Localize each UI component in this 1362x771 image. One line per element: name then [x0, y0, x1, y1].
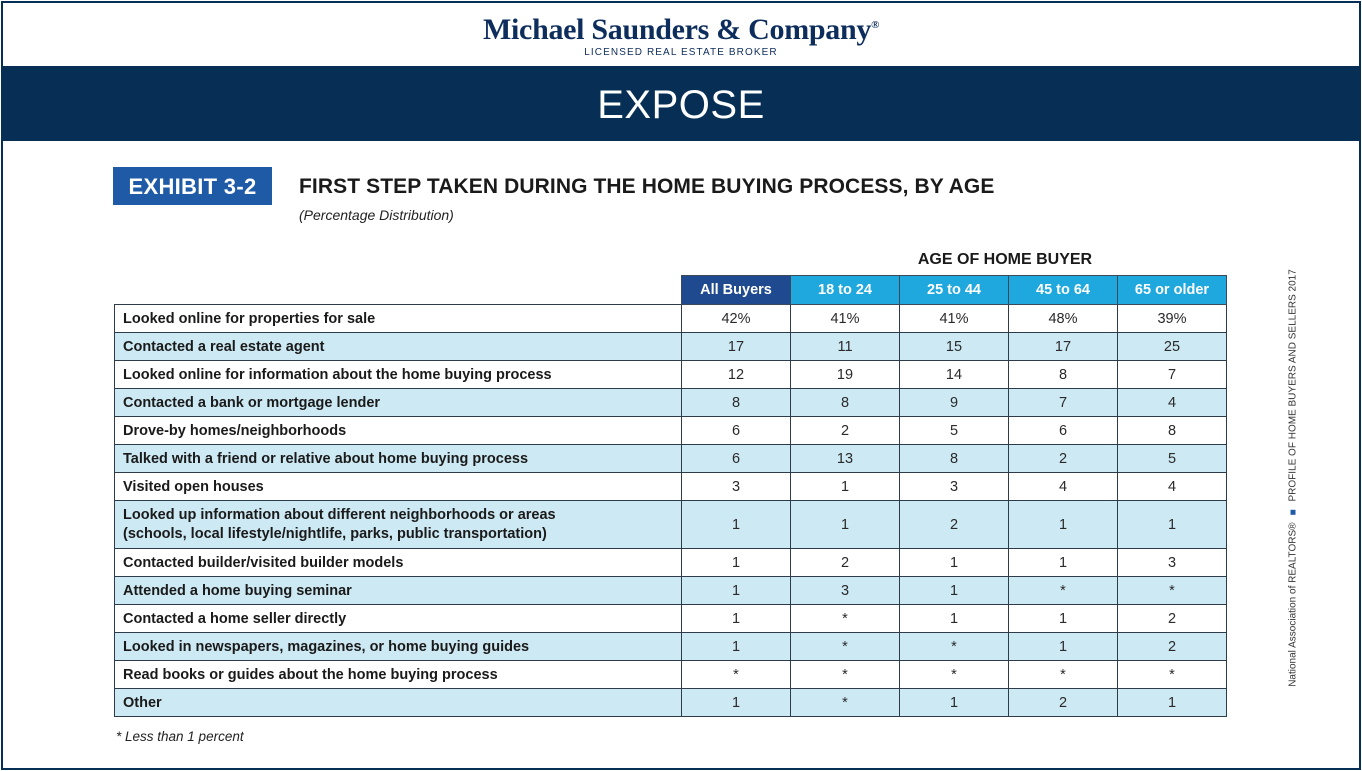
table-cell: 17 — [1009, 333, 1118, 361]
table-cell: * — [900, 661, 1009, 689]
table-cell: 41% — [791, 305, 900, 333]
table-cell: 1 — [1009, 633, 1118, 661]
table-row — [115, 661, 1227, 689]
row-label: Attended a home buying seminar — [115, 577, 682, 605]
table-cell: 15 — [900, 333, 1009, 361]
table-corner — [115, 276, 682, 305]
table-row — [115, 389, 1227, 417]
brand-logo: Michael Saunders & Company® — [483, 13, 879, 46]
table-row — [115, 473, 1227, 501]
table-row — [115, 633, 1227, 661]
data-table — [114, 275, 1227, 717]
table-cell: 42% — [682, 305, 791, 333]
side-note-publisher: National Association of REALTORS® — [1287, 522, 1299, 687]
brand-tagline: LICENSED REAL ESTATE BROKER — [584, 47, 778, 58]
table-cell: * — [1118, 661, 1227, 689]
table-cell: 2 — [1118, 605, 1227, 633]
exhibit-subtitle: (Percentage Distribution) — [299, 207, 454, 223]
table-row — [115, 549, 1227, 577]
table-cell: 8 — [1009, 361, 1118, 389]
column-header-18-to-24: 18 to 24 — [791, 276, 900, 305]
table-cell: 1 — [682, 549, 791, 577]
table-row — [115, 605, 1227, 633]
row-label: Visited open houses — [115, 473, 682, 501]
table-cell: 48% — [1009, 305, 1118, 333]
table-cell: 8 — [1118, 417, 1227, 445]
table-cell: 1 — [1118, 689, 1227, 717]
table-cell: * — [900, 633, 1009, 661]
table-cell: 25 — [1118, 333, 1227, 361]
table-cell: 6 — [1009, 417, 1118, 445]
table-cell: 5 — [1118, 445, 1227, 473]
table-cell: 3 — [791, 577, 900, 605]
table-cell: 1 — [682, 605, 791, 633]
table-cell: 7 — [1009, 389, 1118, 417]
row-label: Looked in newspapers, magazines, or home buying guides — [115, 633, 682, 661]
table-cell: 6 — [682, 445, 791, 473]
table-cell: 6 — [682, 417, 791, 445]
table-row — [115, 577, 1227, 605]
row-label-line: (schools, local lifestyle/nightlife, parks, public transportation) — [123, 525, 547, 542]
brand-header — [3, 3, 1359, 66]
table-cell: 8 — [900, 445, 1009, 473]
table-header-row — [115, 276, 1227, 305]
table-cell: 1 — [900, 577, 1009, 605]
table-row — [115, 501, 1227, 549]
column-header-25-to-44: 25 to 44 — [900, 276, 1009, 305]
table-cell: 41% — [900, 305, 1009, 333]
table-cell: * — [1118, 577, 1227, 605]
table-cell: * — [791, 689, 900, 717]
table-cell: 5 — [900, 417, 1009, 445]
table-cell: 4 — [1118, 389, 1227, 417]
row-label: Talked with a friend or relative about home buying process — [115, 445, 682, 473]
table-row — [115, 417, 1227, 445]
table-cell: * — [791, 633, 900, 661]
side-note-report: PROFILE OF HOME BUYERS AND SELLERS 2017 — [1287, 269, 1299, 502]
table-cell: 1 — [682, 633, 791, 661]
row-label-line: Looked up information about different neighborhoods or areas — [123, 506, 556, 523]
table-cell: 9 — [900, 389, 1009, 417]
table-row — [115, 333, 1227, 361]
table-cell: 1 — [1118, 501, 1227, 549]
table-cell: * — [791, 661, 900, 689]
table-cell: 39% — [1118, 305, 1227, 333]
table-cell: 3 — [682, 473, 791, 501]
table-cell: 8 — [682, 389, 791, 417]
exhibit-number-badge: EXHIBIT 3-2 — [113, 167, 272, 205]
row-label: Read books or guides about the home buying process — [115, 661, 682, 689]
table-cell: 2 — [1009, 689, 1118, 717]
table-cell: * — [791, 605, 900, 633]
table-row — [115, 445, 1227, 473]
table-cell: 1 — [682, 501, 791, 549]
row-label: Contacted a real estate agent — [115, 333, 682, 361]
row-label: Other — [115, 689, 682, 717]
table-footnote: * Less than 1 percent — [116, 729, 244, 744]
table-cell: 1 — [682, 577, 791, 605]
page-banner: EXPOSE — [3, 66, 1359, 141]
table-cell: 12 — [682, 361, 791, 389]
table-cell: 19 — [791, 361, 900, 389]
table-cell: 8 — [791, 389, 900, 417]
table-cell: 3 — [1118, 549, 1227, 577]
table-cell: 1 — [791, 501, 900, 549]
row-label: Looked online for properties for sale — [115, 305, 682, 333]
table-cell: 1 — [900, 689, 1009, 717]
row-label: Contacted builder/visited builder models — [115, 549, 682, 577]
table-row — [115, 305, 1227, 333]
table-cell: 1 — [682, 689, 791, 717]
side-source-note — [1288, 269, 1299, 687]
table-cell: * — [1009, 661, 1118, 689]
row-label: Drove-by homes/neighborhoods — [115, 417, 682, 445]
table-cell: 2 — [900, 501, 1009, 549]
table-cell: * — [682, 661, 791, 689]
table-cell: 2 — [1118, 633, 1227, 661]
table-cell: 4 — [1118, 473, 1227, 501]
table-cell: 2 — [791, 549, 900, 577]
column-group-label: AGE OF HOME BUYER — [917, 251, 1093, 268]
row-label: Looked online for information about the home buying process — [115, 361, 682, 389]
column-header-45-to-64: 45 to 64 — [1009, 276, 1118, 305]
table-cell: 11 — [791, 333, 900, 361]
table-row — [115, 361, 1227, 389]
table-cell: 1 — [1009, 605, 1118, 633]
table-cell: 1 — [900, 549, 1009, 577]
table-cell: 1 — [900, 605, 1009, 633]
table-cell: 4 — [1009, 473, 1118, 501]
exhibit-title: FIRST STEP TAKEN DURING THE HOME BUYING PROCESS, BY AGE — [299, 175, 995, 198]
separator-square-icon — [1290, 510, 1295, 515]
table-cell: * — [1009, 577, 1118, 605]
row-label — [115, 501, 682, 549]
column-header-65-or-older: 65 or older — [1118, 276, 1227, 305]
table-cell: 2 — [791, 417, 900, 445]
row-label: Contacted a home seller directly — [115, 605, 682, 633]
table-cell: 13 — [791, 445, 900, 473]
table-cell: 3 — [900, 473, 1009, 501]
table-cell: 14 — [900, 361, 1009, 389]
table-row — [115, 689, 1227, 717]
table-cell: 1 — [1009, 549, 1118, 577]
table-cell: 1 — [791, 473, 900, 501]
table-cell: 7 — [1118, 361, 1227, 389]
table-cell: 17 — [682, 333, 791, 361]
row-label: Contacted a bank or mortgage lender — [115, 389, 682, 417]
table-cell: 2 — [1009, 445, 1118, 473]
column-header-all-buyers: All Buyers — [682, 276, 791, 305]
table-cell: 1 — [1009, 501, 1118, 549]
